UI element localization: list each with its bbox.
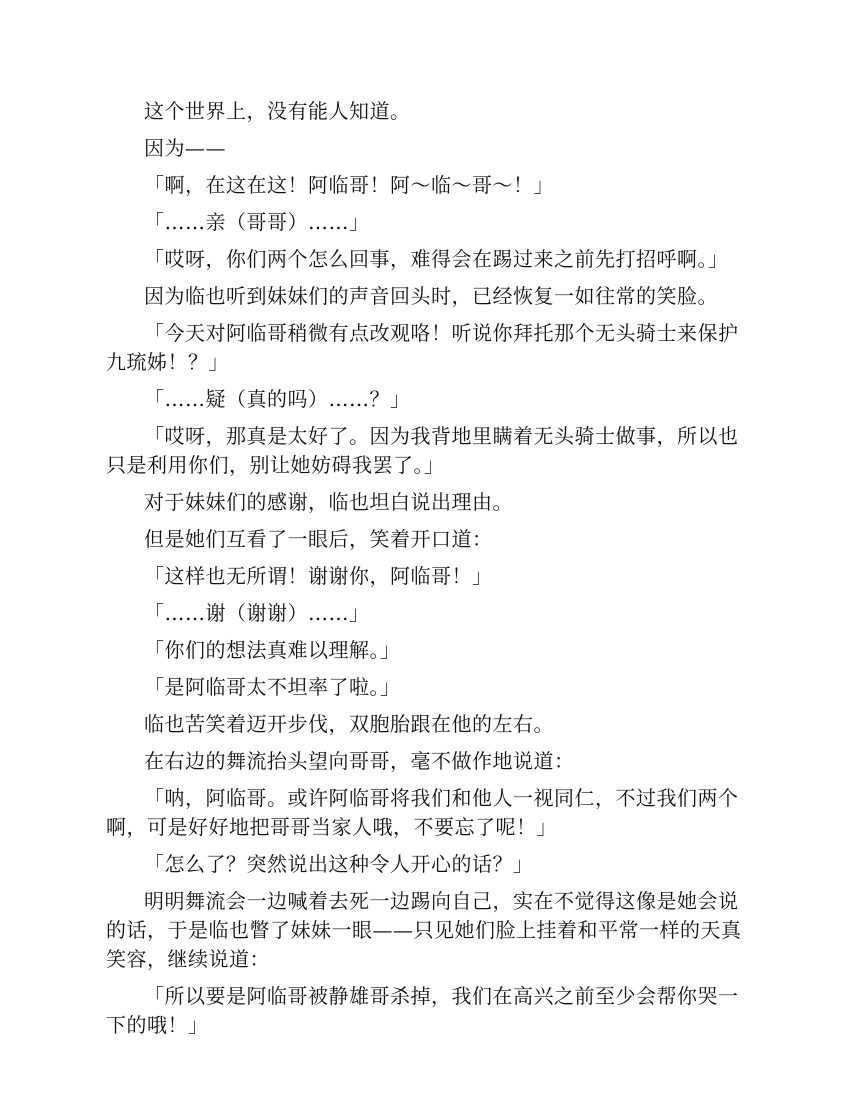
paragraph: 因为——	[144, 136, 226, 160]
paragraph: 对于妹妹们的感谢，临也坦白说出理由。	[144, 490, 513, 514]
paragraph: 「是阿临哥太不坦率了啦。」	[144, 675, 401, 699]
paragraph: 因为临也听到妹妹们的声音回头时，已经恢复一如往常的笑脸。	[144, 284, 718, 308]
paragraph: 「这样也无所谓！谢谢你，阿临哥！」	[144, 564, 493, 588]
paragraph: 「哎呀，那真是太好了。因为我背地里瞒着无头骑士做事，所以也只是利用你们，别让她妨碍我罢了。」	[106, 424, 739, 477]
paragraph: 「……谢（谢谢）……」	[144, 601, 370, 625]
paragraph: 「……亲（哥哥）……」	[144, 210, 370, 234]
paragraph: 明明舞流会一边喊着去死一边踢向自己，实在不觉得这像是她会说的话，于是临也瞥了妹妹一眼——只见她们脸上挂着和平常一样的天真笑容，继续说道：	[106, 889, 742, 971]
paragraph: 「你们的想法真难以理解。」	[144, 638, 401, 662]
paragraph: 「啊，在这在这！阿临哥！阿～临～哥～！」	[144, 173, 554, 197]
paragraph: 但是她们互看了一眼后，笑着开口道：	[144, 527, 493, 551]
paragraph: 「怎么了？突然说出这种令人开心的话？」	[144, 852, 534, 876]
paragraph: 「……疑（真的吗）……？」	[144, 387, 411, 411]
paragraph: 临也苦笑着迈开步伐，双胞胎跟在他的左右。	[144, 712, 554, 736]
paragraph: 「今天对阿临哥稍微有点改观咯！听说你拜托那个无头骑士来保护九琉姊！？」	[106, 321, 739, 374]
body-text	[106, 97, 746, 1048]
paragraph: 「哎呀，你们两个怎么回事，难得会在踢过来之前先打招呼啊。」	[144, 247, 729, 271]
paragraph: 这个世界上，没有能人知道。	[144, 99, 411, 123]
paragraph: 「所以要是阿临哥被静雄哥杀掉，我们在高兴之前至少会帮你哭一下的哦！」	[106, 984, 739, 1037]
paragraph: 在右边的舞流抬头望向哥哥，毫不做作地说道：	[144, 749, 575, 773]
paragraph: 「呐，阿临哥。或许阿临哥将我们和他人一视同仁，不过我们两个啊，可是好好地把哥哥当家人哦，不要忘了呢！」	[106, 786, 739, 839]
